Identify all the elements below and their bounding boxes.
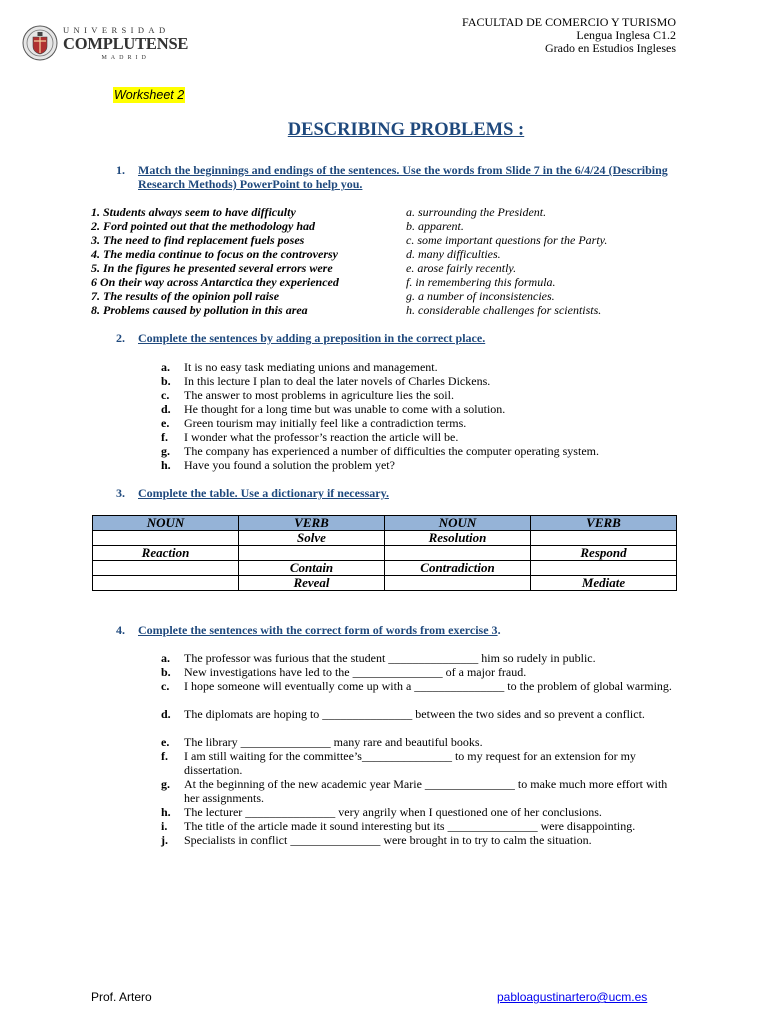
table-cell — [385, 576, 531, 591]
exercise-2-number: 2. — [116, 331, 125, 345]
sentence-beginning: 2. Ford pointed out that the methodology had — [91, 219, 316, 233]
table-header: VERB — [239, 516, 385, 531]
table-row — [93, 576, 677, 591]
table-cell — [93, 561, 239, 576]
item-letter: e. — [161, 735, 170, 749]
sentence-ending: g. a number of inconsistencies. — [406, 289, 555, 303]
item-letter: a. — [161, 360, 170, 374]
item-letter: j. — [161, 833, 168, 847]
sentence-beginning: 1. Students always seem to have difficulty — [91, 205, 296, 219]
table-cell — [93, 576, 239, 591]
exercise-2-list — [0, 360, 768, 480]
item-text: I hope someone will eventually come up with a _______________ to the problem of global warming. — [184, 679, 672, 693]
table-cell: Resolution — [385, 531, 531, 546]
sentence-ending: a. surrounding the President. — [406, 205, 547, 219]
item-letter: d. — [161, 707, 171, 721]
exercise-1-beginnings — [91, 205, 339, 317]
item-text: I am still waiting for the committee’s_______________ to my request for an extension for my dissertation. — [184, 749, 636, 777]
table-row — [93, 531, 677, 546]
sentence-ending: d. many difficulties. — [406, 247, 501, 261]
item-text: In this lecture I plan to deal the later novels of Charles Dickens. — [184, 374, 491, 388]
item-letter: f. — [161, 749, 168, 763]
item-letter: i. — [161, 819, 168, 833]
university-seal-icon — [22, 25, 58, 61]
item-text: Have you found a solution the problem yet? — [184, 458, 395, 472]
sentence-beginning: 8. Problems caused by pollution in this area — [91, 303, 308, 317]
sentence-beginning: 5. In the figures he presented several errors were — [91, 261, 333, 275]
footer-author: Prof. Artero — [91, 990, 152, 1004]
university-logo — [22, 22, 192, 64]
logo-text-top: UNIVERSIDAD — [63, 24, 170, 35]
item-letter: g. — [161, 777, 170, 791]
exercise-1-instruction: Match the beginnings and endings of the sentences. Use the words from Slide 7 in the 6/4/24 (Describing Research Methods) PowerPoint to help you. — [138, 163, 668, 191]
table-row — [93, 546, 677, 561]
sentence-ending: b. apparent. — [406, 219, 464, 233]
page-title: DESCRIBING PROBLEMS : — [287, 120, 525, 140]
table-cell: Solve — [239, 531, 385, 546]
table-header: NOUN — [385, 516, 531, 531]
exercise-4-instruction-wrap — [138, 623, 501, 638]
item-letter: e. — [161, 416, 170, 430]
table-cell — [93, 531, 239, 546]
item-text: The company has experienced a number of difficulties the computer operating system. — [184, 444, 599, 458]
exercise-1-endings — [406, 205, 607, 317]
table-cell: Reaction — [93, 546, 239, 561]
item-text: At the beginning of the new academic year Marie _______________ to make much more effort with her assignments. — [184, 777, 668, 805]
item-text: I wonder what the professor’s reaction the article will be. — [184, 430, 459, 444]
exercise-3-instruction: Complete the table. Use a dictionary if necessary. — [138, 486, 389, 500]
footer-email-link[interactable]: pabloagustinartero@ucm.es — [497, 990, 648, 1004]
table-header: NOUN — [93, 516, 239, 531]
table-cell: Contradiction — [385, 561, 531, 576]
item-text: It is no easy task mediating unions and management. — [184, 360, 438, 374]
item-text: The professor was furious that the student _______________ him so rudely in public. — [184, 651, 596, 665]
item-text: The title of the article made it sound interesting but its _______________ were disappointing. — [184, 819, 636, 833]
table-cell — [531, 531, 677, 546]
header-faculty: FACULTAD DE COMERCIO Y TURISMO — [462, 15, 676, 29]
sentence-beginning: 6 On their way across Antarctica they experienced — [91, 275, 339, 289]
item-text: New investigations have led to the _______________ of a major fraud. — [184, 665, 527, 679]
exercise-3-number: 3. — [116, 486, 125, 500]
sentence-beginning: 7. The results of the opinion poll raise — [91, 289, 280, 303]
item-text: Specialists in conflict _______________ were brought in to try to calm the situation. — [184, 833, 592, 847]
item-letter: c. — [161, 679, 170, 693]
item-letter: a. — [161, 651, 170, 665]
logo-text-bottom: MADRID — [101, 54, 150, 61]
exercise-1-number: 1. — [116, 163, 125, 177]
sentence-ending: c. some important questions for the Party. — [406, 233, 608, 247]
item-letter: b. — [161, 374, 171, 388]
table-cell: Respond — [531, 546, 677, 561]
sentence-beginning: 3. The need to find replacement fuels poses — [91, 233, 305, 247]
sentence-beginning: 4. The media continue to focus on the controversy — [91, 247, 338, 261]
table-header-row — [93, 516, 677, 531]
table-cell — [385, 546, 531, 561]
item-text: Green tourism may initially feel like a contradiction terms. — [184, 416, 467, 430]
table-row — [93, 561, 677, 576]
sentence-ending: h. considerable challenges for scientists. — [406, 303, 602, 317]
word-table — [92, 515, 677, 591]
item-text: The lecturer _______________ very angrily when I questioned one of her conclusions. — [184, 805, 602, 819]
sentence-ending: e. arose fairly recently. — [406, 261, 517, 275]
logo-text-main: COMPLUTENSE — [63, 34, 189, 53]
item-text: He thought for a long time but was unable to come with a solution. — [184, 402, 506, 416]
item-letter: b. — [161, 665, 171, 679]
table-cell: Reveal — [239, 576, 385, 591]
item-text: The diplomats are hoping to _______________ between the two sides and so prevent a conflict. — [184, 707, 645, 721]
item-letter: f. — [161, 430, 168, 444]
exercise-4-number: 4. — [116, 623, 125, 637]
table-cell — [531, 561, 677, 576]
sentence-ending: f. in remembering this formula. — [406, 275, 556, 289]
item-letter: g. — [161, 444, 170, 458]
exercise-4-instruction-end: . — [497, 623, 501, 637]
exercise-2-instruction: Complete the sentences by adding a preposition in the correct place. — [138, 331, 486, 345]
table-header: VERB — [531, 516, 677, 531]
header-course: Lengua Inglesa C1.2 — [576, 28, 676, 42]
item-letter: d. — [161, 402, 171, 416]
exercise-4-list — [0, 651, 768, 851]
table-cell: Contain — [239, 561, 385, 576]
item-text: The library _______________ many rare and beautiful books. — [184, 735, 483, 749]
worksheet-label: Worksheet 2 — [114, 88, 185, 102]
table-cell: Mediate — [531, 576, 677, 591]
exercise-4-instruction: Complete the sentences with the correct form of words from exercise 3 — [138, 623, 498, 637]
item-letter: c. — [161, 388, 170, 402]
table-cell — [239, 546, 385, 561]
item-text: The answer to most problems in agriculture lies the soil. — [184, 388, 454, 402]
item-letter: h. — [161, 458, 171, 472]
header-degree: Grado en Estudios Ingleses — [545, 41, 676, 55]
item-letter: h. — [161, 805, 171, 819]
